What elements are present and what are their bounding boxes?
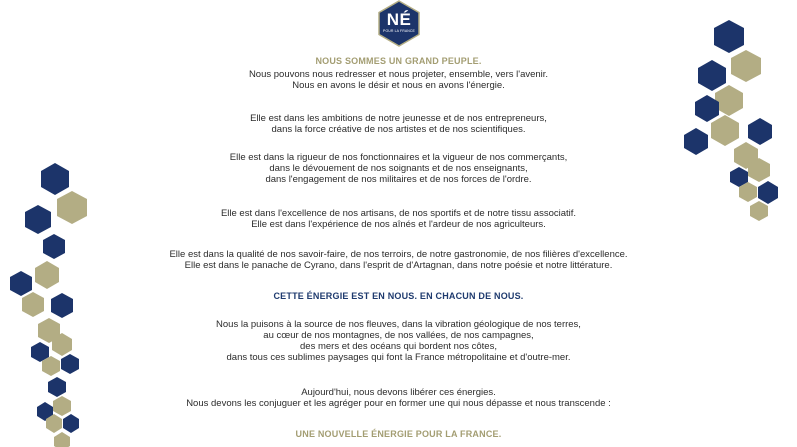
paragraph-line: dans le dévouement de nos soignants et de nos enseignants, [269,163,528,174]
paragraph-line: Elle est dans les ambitions de notre jeunesse et de nos entrepreneurs, [250,113,547,124]
hexagon-shape [748,158,770,182]
hexagon-shape [758,181,778,204]
hexagon-shape [57,191,87,224]
paragraph-3 [100,152,697,185]
hexagon-shape [695,95,719,122]
paragraph-line: dans l'engagement de nos militaires et de nos forces de l'ordre. [265,174,532,185]
logo-subtitle: POUR LA FRANCE [383,29,415,33]
paragraph-line: Elle est dans la qualité de nos savoir-faire, de nos terroirs, de notre gastronomie, de nos filières d'excellence. [169,249,628,260]
paragraph-line: Nous devons les conjuguer et les agréger pour en former une qui nous dépasse et nous transcende : [186,398,611,409]
hexagon-shape [731,50,761,82]
logo[interactable] [377,0,421,47]
paragraph-line: dans tous ces sublimes paysages qui font la France métropolitaine et d'outre-mer. [226,352,571,363]
hexagon-shape [51,293,73,318]
paragraph-line: des mers et des océans qui bordent nos côtes, [300,341,497,352]
hexagon-shape [63,414,79,433]
hexagon-shape [38,318,60,343]
hexagon-shape [734,142,758,169]
hexagon-shape [31,342,49,362]
hexagon-shape [714,20,744,53]
hexagon-shape [748,118,772,145]
hexagon-cluster-right [684,20,778,221]
paragraph-line: Nous pouvons nous redresser et nous projeter, ensemble, vers l'avenir. [248,69,549,80]
hexagon-shape [37,402,53,421]
hexagon-shape [54,432,70,447]
paragraph-line: Nous la puisons à la source de nos fleuves, dans la vibration géologique de nos terres, [216,319,581,330]
logo-text: NÉ [386,10,412,29]
hexagon-shape [41,163,69,195]
hexagon-shape [750,201,768,221]
hexagon-shape [61,354,79,374]
paragraph-line: Elle est dans la rigueur de nos fonctionnaires et la vigueur de nos commerçants, [229,152,568,163]
hexagon-shape [711,115,739,146]
paragraph-6 [100,319,697,363]
paragraph-line: Elle est dans le panache de Cyrano, dans l'esprit de d'Artagnan, dans notre poésie et notre littérature. [184,260,613,271]
hexagon-shape [10,271,32,296]
paragraph-line: Elle est dans l'excellence de nos artisans, de nos sportifs et de notre tissu associatif. [220,208,577,219]
hexagon-shape [35,261,59,289]
paragraph-1 [100,69,697,91]
hexagon-shape [715,85,743,116]
hexagon-shape [43,234,65,259]
hexagon-shape [48,377,66,397]
paragraph-line: Nous en avons le désir et nous en avons l'énergie. [292,80,505,91]
hexagon-shape [25,205,51,234]
hexagon-shape [730,167,748,187]
hexagon-shape [53,396,71,416]
paragraph-7 [100,387,697,409]
paragraph-4 [100,208,697,230]
hexagon-shape [22,292,44,317]
hexagon-shape [52,333,72,356]
heading-closing: UNE NOUVELLE ÉNERGIE POUR LA FRANCE. [295,429,502,439]
hexagon-shape [42,356,60,376]
heading-energy: CETTE ÉNERGIE EST EN NOUS. EN CHACUN DE NOUS. [273,291,524,301]
heading-intro: NOUS SOMMES UN GRAND PEUPLE. [315,56,482,66]
hexagon-shape [739,182,757,202]
hexagon-cluster-left [10,163,87,447]
hexagon-shape [698,60,726,91]
paragraph-line: Elle est dans l'expérience de nos aînés et l'ardeur de nos agriculteurs. [251,219,546,230]
paragraph-line: au cœur de nos montagnes, de nos vallées, de nos campagnes, [263,330,534,341]
paragraph-line: dans la force créative de nos artistes et de nos scientifiques. [271,124,526,135]
paragraph-2 [100,113,697,135]
paragraph-line: Aujourd'hui, nous devons libérer ces énergies. [301,387,496,398]
hexagon-shape [46,414,62,433]
paragraph-5 [100,249,697,271]
